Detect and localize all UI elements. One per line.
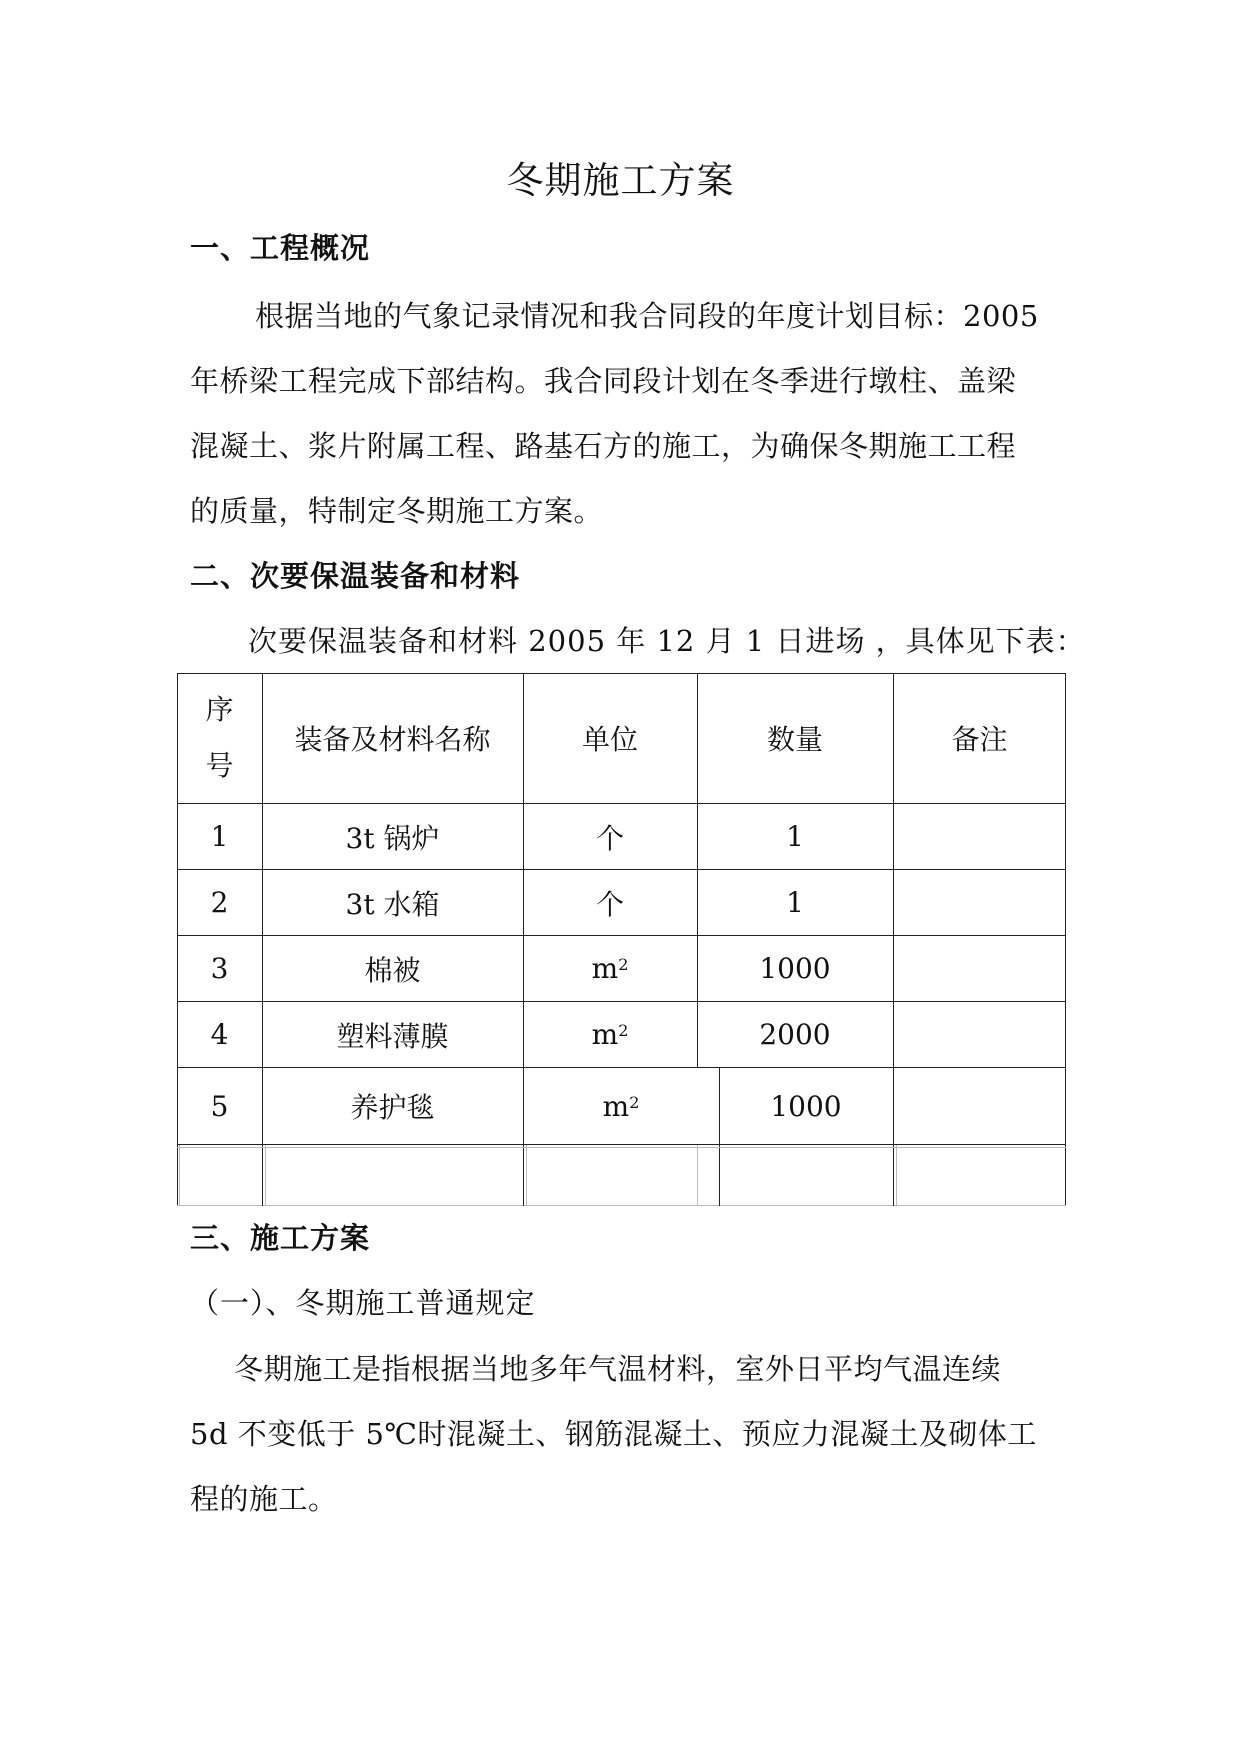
header-name: 装备及材料名称 [294, 723, 491, 756]
cell-note [893, 936, 1066, 1001]
overview-paragraph [190, 284, 1060, 544]
cell-unit: 个 [595, 821, 624, 855]
section-heading-equipment: 二、次要保温装备和材料 [190, 559, 521, 593]
paragraph-line: 根据当地的气象记录情况和我合同段的年度计划目标：2005 [255, 299, 1039, 333]
header-seq-top: 序 [205, 693, 234, 726]
header-seq [177, 673, 262, 803]
paragraph-line: 5d 不变低于 5℃时混凝土、钢筋混凝土、预应力混凝土及砌体工 [190, 1417, 1037, 1451]
table-row [177, 1068, 1066, 1145]
paragraph-line: 年桥梁工程完成下部结构。我合同段计划在冬季进行墩柱、盖梁 [190, 364, 1017, 398]
cell-note [893, 1068, 1066, 1144]
cell-unit: m $^2$ [591, 1018, 629, 1051]
section-heading-plan: 三、施工方案 [190, 1221, 371, 1255]
header-seq-bottom: 号 [205, 749, 234, 782]
cell-no: 4 [210, 1018, 229, 1051]
cell-qty: 2000 [759, 1018, 831, 1051]
cell-name: 3t 水箱 [345, 887, 440, 921]
cell-name: 棉被 [364, 953, 421, 987]
table-row [177, 804, 1066, 870]
cell-note [893, 804, 1066, 869]
cell-no: 1 [210, 820, 229, 853]
table-row [177, 870, 1066, 936]
table-row [177, 1002, 1066, 1068]
cell-qty: 1000 [770, 1089, 842, 1123]
paragraph-line: 程的施工。 [190, 1482, 338, 1516]
header-unit: 单位 [581, 723, 638, 756]
section-heading-overview: 一、工程概况 [190, 231, 371, 265]
cell-note [893, 870, 1066, 935]
header-note: 备注 [951, 723, 1008, 756]
cell-note [893, 1002, 1066, 1067]
document-title: 冬期施工方案 [506, 159, 735, 202]
cell-unit: m $^2$ [591, 952, 629, 985]
cell-qty: 1000 [759, 952, 831, 985]
cell-no: 5 [210, 1089, 229, 1123]
cell-name: 塑料薄膜 [336, 1019, 449, 1053]
cell-no: 3 [210, 952, 229, 985]
paragraph-line: 冬期施工是指根据当地多年气温材料，室外日平均气温连续 [234, 1352, 1002, 1386]
cell-name: 养护毯 [350, 1091, 435, 1124]
subsection-heading: （一）、冬期施工普通规定 [190, 1286, 536, 1320]
header-qty: 数量 [766, 723, 823, 756]
cell-unit: 个 [595, 887, 624, 921]
cell-qty: 1 [786, 886, 804, 919]
table-row [177, 936, 1066, 1002]
paragraph-line: 的质量，特制定冬期施工方案。 [190, 494, 604, 528]
cell-unit: m $^2$ [602, 1089, 640, 1123]
equipment-intro: 次要保温装备和材料 2005 年 12 月 1 日进场 ，具体见下表： [248, 624, 1086, 658]
cell-name: 3t 锅炉 [345, 821, 440, 855]
table-header-row [177, 673, 1066, 804]
paragraph-line: 混凝土、浆片附属工程、路基石方的施工，为确保冬期施工工程 [190, 429, 1017, 463]
cell-qty: 1 [786, 820, 804, 853]
plan-paragraph [190, 1337, 1060, 1532]
table-empty-row [177, 1145, 1066, 1206]
cell-no: 2 [210, 886, 229, 919]
